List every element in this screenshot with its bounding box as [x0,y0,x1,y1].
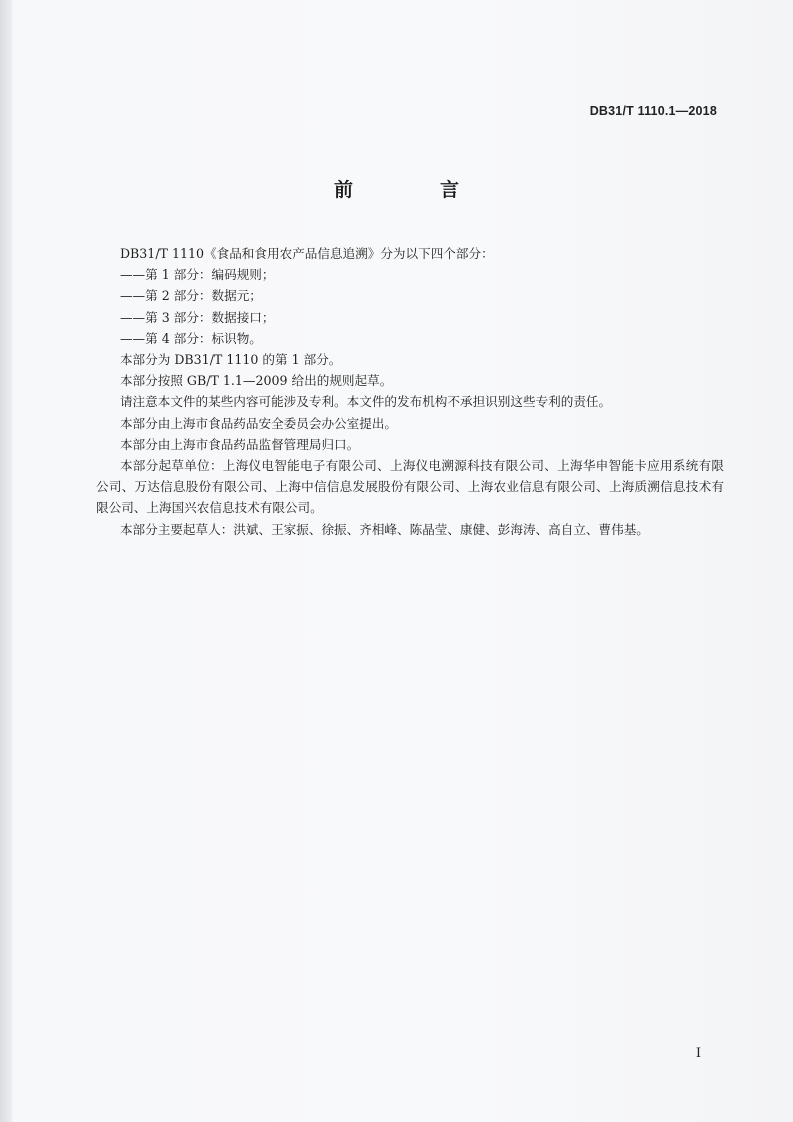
paragraph-drafting-units: 本部分起草单位：上海仪电智能电子有限公司、上海仪电溯源科技有限公司、上海华申智能卡应用系统有限公司、万达信息股份有限公司、上海中信信息发展股份有限公司、上海农业信息有限公司、上海质溯信息技术有限公司、上海国兴农信息技术有限公司。 [96,458,724,516]
standard-code: DB31/T 1110.1—2018 [589,104,717,118]
paragraph-this-part: 本部分为 DB31/T 1110 的第 1 部分。 [119,352,342,368]
page-edge-shadow [0,0,12,1122]
paragraph-proposed-by: 本部分由上海市食品药品安全委员会办公室提出。 [119,415,397,431]
list-item-part-2: ——第 2 部分：数据元； [119,288,262,304]
foreword-body [96,243,724,540]
page-title: 前 言 [333,179,493,201]
paragraph-parts-intro: DB31/T 1110《食品和食用农产品信息追溯》分为以下四个部分： [119,246,494,261]
list-item-part-4: ——第 4 部分：标识物。 [119,330,262,346]
page-number: I [695,1046,701,1061]
paragraph-drafting-rules: 本部分按照 GB/T 1.1—2009 给出的规则起草。 [119,373,393,389]
list-item-part-1: ——第 1 部分：编码规则； [119,267,275,283]
paragraph-patent-notice: 请注意本文件的某些内容可能涉及专利。本文件的发布机构不承担识别这些专利的责任。 [119,394,612,410]
paragraph-managed-by: 本部分由上海市食品药品监督管理局归口。 [119,436,360,452]
paragraph-drafters: 本部分主要起草人：洪斌、王家振、徐振、齐相峰、陈晶莹、康健、彭海涛、高自立、曹伟基。 [119,521,649,537]
list-item-part-3: ——第 3 部分：数据接口； [119,309,275,325]
